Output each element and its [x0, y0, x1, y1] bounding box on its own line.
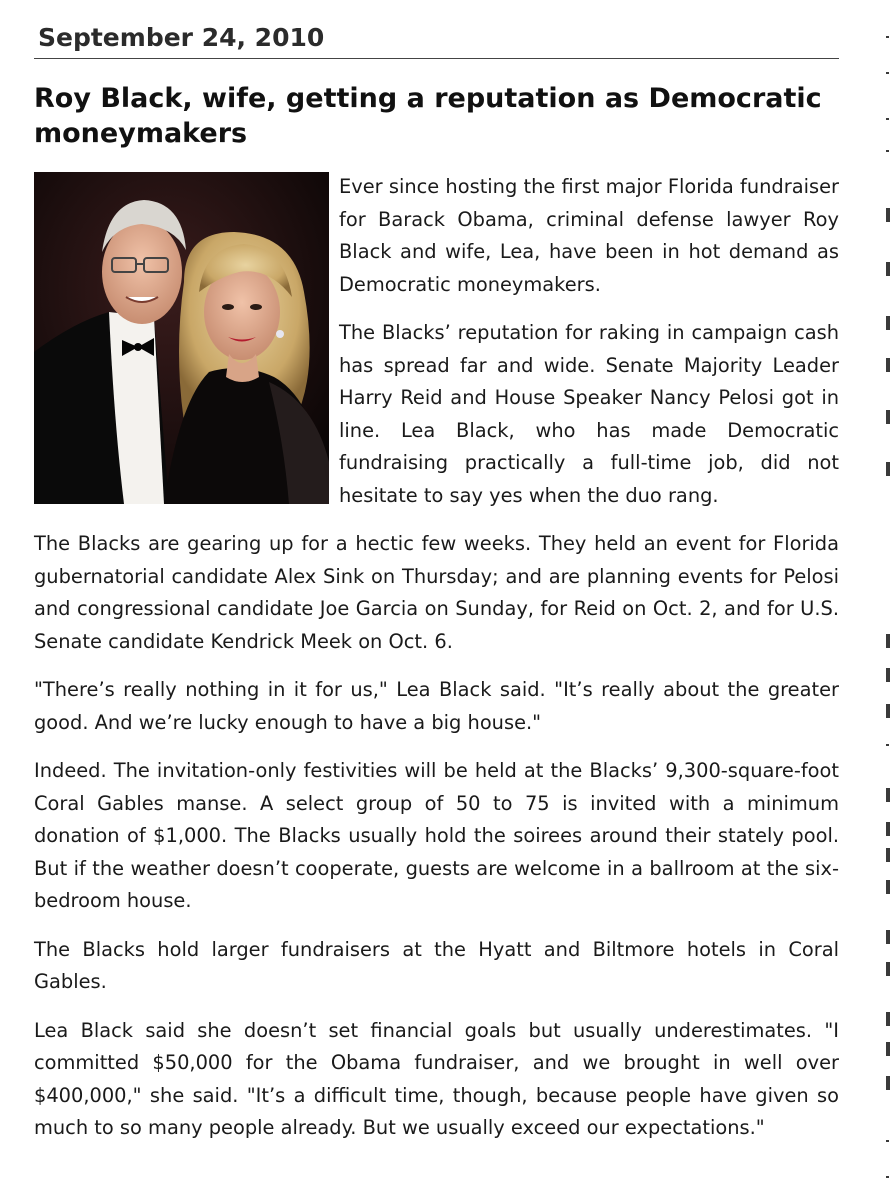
paragraph: The Blacks hold larger fundraisers at the Hyatt and Biltmore hotels in Coral Gables. [34, 937, 839, 993]
sidebar-fragment [886, 150, 889, 152]
sidebar-fragment [886, 880, 890, 894]
paragraph: "There’s really nothing in it for us," Lea Black said. "It’s really about the greater good. And we’re lucky enough to have a big house." [34, 678, 839, 734]
paragraph: The Blacks’ reputation for raking in campaign cash has spread far and wide. Senate Majority Leader Harry Reid and House Speaker Nancy Pelosi got in line. Lea Black, who has made Democratic fundraising practically a full-time job, did not hesitate to say yes when the duo rang. [339, 321, 839, 507]
sidebar-fragment [886, 788, 890, 802]
paragraph: Indeed. The invitation-only festivities will be held at the Blacks’ 9,300-square-foot Coral Gables manse. A select group of 50 to 75 is invited with a minimum donation of $1,000. The Blacks usually hold the soirees around their stately pool. But if the weather doesn’t cooperate, guests are welcome in a ballroom at the six-bedroom house. [34, 759, 839, 912]
sidebar-fragment [886, 930, 890, 944]
date-header: September 24, 2010 [34, 18, 839, 59]
sidebar-fragment [886, 744, 889, 746]
sidebar-fragment [886, 848, 890, 862]
blog-post [34, 18, 839, 1161]
post-title[interactable]: Roy Black, wife, getting a reputation as Democratic moneymakers [34, 83, 822, 149]
sidebar-fragment [886, 1042, 890, 1056]
sidebar-fragment [886, 262, 890, 276]
sidebar-fragment [886, 962, 890, 976]
sidebar-fragment [886, 1076, 890, 1090]
sidebar-fragment [886, 410, 890, 424]
paragraph: Lea Black said she doesn’t set financial goals but usually underestimates. "I committed $50,000 for the Obama fundraiser, and we brought in well over $400,000," she said. "It’s a difficult time, though, because people have given so much to so many people already. But we usually exceed our expectations." [34, 1018, 839, 1139]
sidebar-fragment [886, 704, 890, 718]
sidebar-fragment [886, 208, 890, 222]
sidebar-fragment [886, 36, 889, 38]
couple-photo[interactable] [34, 172, 329, 504]
paragraph: Ever since hosting the first major Florida fundraiser for Barack Obama, criminal defense lawyer Roy Black and wife, Lea, have been in hot demand as Democratic moneymakers. [339, 175, 839, 296]
sidebar-edge [884, 0, 892, 1200]
sidebar-fragment [886, 118, 889, 120]
sidebar-fragment [886, 1012, 890, 1026]
sidebar-fragment [886, 1140, 889, 1142]
post-body [34, 171, 839, 1145]
sidebar-fragment [886, 358, 890, 372]
paragraph: The Blacks are gearing up for a hectic few weeks. They held an event for Florida gubernatorial candidate Alex Sink on Thursday; and are planning events for Pelosi and congressional candidate Joe Garcia on Sunday, for Reid on Oct. 2, and for U.S. Senate candidate Kendrick Meek on Oct. 6. [34, 532, 839, 653]
sidebar-fragment [886, 668, 890, 682]
sidebar-fragment [886, 634, 890, 648]
sidebar-fragment [886, 1176, 889, 1178]
sidebar-fragment [886, 316, 890, 330]
sidebar-fragment [886, 72, 889, 74]
couple-photo-illustration [34, 172, 329, 504]
sidebar-fragment [886, 822, 890, 836]
sidebar-fragment [886, 462, 890, 476]
